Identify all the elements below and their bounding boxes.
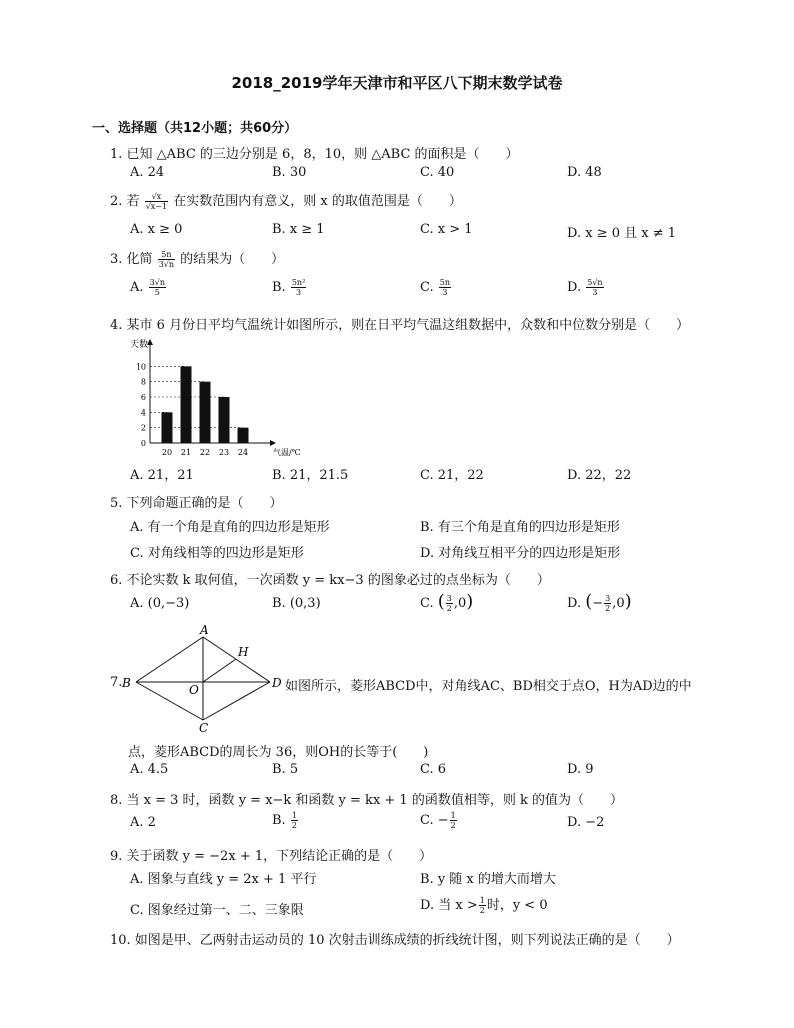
x-tick-label: 21 [180,448,192,457]
q9-option-b: B. y 随 x 的增大而增大 [420,872,556,887]
x-axis-arrow [270,440,276,446]
q7-option-c: C. 6 [420,762,447,777]
q6-option-a: A. (0,−3) [130,596,190,611]
q6-option-d: D. (− $\frac{3}{2}$ ,0) [567,591,632,613]
q8-option-a: A. 2 [130,815,156,830]
page-title: 2018_2019学年天津市和平区八下期末数学试卷 [231,74,563,92]
q5-option-d: D. 对角线互相平分的四边形是矩形 [420,546,621,561]
bar [219,397,230,443]
bar [181,366,192,443]
y-tick-label: 0 [140,439,146,448]
question-7-stem-cont: 点，菱形ABCD的周长为 36，则OH的长等于( ) [128,745,429,760]
q6-option-c: C. ( $\frac{3}{2}$ ,0) [420,591,474,613]
vertex-label-d: D [272,676,282,690]
q3-option-c: C. $\frac{5n}{3}$ [420,278,451,297]
q9-option-a: A. 图象与直线 y = 2x + 1 平行 [130,872,317,887]
vertex-label-b: B [122,676,131,690]
q7-option-a: A. 4.5 [130,762,169,777]
y-axis-label: 天数 [130,340,149,350]
q2-option-d: D. x ≥ 0 且 x ≠ 1 [567,226,677,241]
point-label-o: O [189,683,199,697]
x-tick-label: 22 [199,448,211,457]
x-tick-label: 20 [161,448,173,457]
question-7-stem: 如图所示，菱形ABCD中，对角线AC、BD相交于点O，H为AD边的中 [285,679,692,694]
q9-option-c: C. 图象经过第一、二、三象限 [130,903,304,918]
q5-option-c: C. 对角线相等的四边形是矩形 [130,546,304,561]
question-3: 3. 化简 $\frac{5n}{3√n}$ 的结果为（ ） [110,250,285,269]
q6-option-b: B. (0,3) [272,596,321,611]
question-6: 6. 不论实数 k 取何值，一次函数 y = kx−3 的图象必过的点坐标为（ ） [110,573,550,588]
q3-option-d: D. $\frac{5√n}{3}$ [567,278,603,297]
q5-option-b: B. 有三个角是直角的四边形是矩形 [420,520,620,535]
question-4: 4. 某市 6 月份日平均气温统计如图所示，则在日平均气温这组数据中，众数和中位数分别是（ ） [110,318,690,333]
q7-option-b: B. 5 [272,762,299,777]
q1-option-d: D. 48 [567,165,602,180]
x-tick-label: 23 [218,448,230,457]
q4-option-a: A. 21，21 [130,468,194,483]
q3-option-a: A. $\frac{3√n}{5}$ [130,278,166,297]
question-8: 8. 当 x = 3 时，函数 y = x−k 和函数 y = kx + 1 的函数值相等，则 k 的值为（ ） [110,793,623,808]
question-1: 1. 已知 △ABC 的三边分别是 6，8，10，则 △ABC 的面积是（ ） [110,147,519,162]
bar [238,428,249,443]
q4-option-d: D. 22，22 [567,468,632,483]
vertex-label-a: A [200,623,209,637]
temperature-bar-chart [128,335,301,460]
q4-option-c: C. 21，22 [420,468,484,483]
q8-option-d: D. −2 [567,815,605,830]
q2-option-a: A. x ≥ 0 [130,222,183,237]
q4-option-b: B. 21，21.5 [272,468,349,483]
q9-option-d: D. 当 x > $\frac{1}{2}$ 时，y < 0 [420,896,548,915]
y-tick-label: 2 [140,423,146,433]
y-tick-label: 6 [140,393,146,402]
rhombus-diagram [118,622,293,735]
question-9: 9. 关于函数 y = −2x + 1，下列结论正确的是（ ） [110,849,433,864]
x-axis-label: 气温/℃ [273,448,301,457]
point-label-h: H [238,645,249,659]
q2-fraction: $\frac{√x}{√x-1}$ [145,192,168,211]
question-5: 5. 下列命题正确的是（ ） [110,496,283,511]
vertex-label-c: C [199,721,209,735]
q3-fraction: $\frac{5n}{3√n}$ [158,250,175,269]
section-heading: 一、选择题（共12小题；共60分） [92,121,298,136]
q1-option-b: B. 30 [272,165,307,180]
question-7-number: 7. [110,675,123,690]
question-2: 2. 若 $\frac{√x}{√x-1}$ 在实数范围内有意义，则 x 的取值范围是（ ） [110,192,462,211]
edge-dc [203,682,270,720]
q1-option-c: C. 40 [420,165,455,180]
q1-option-a: A. 24 [130,165,165,180]
q8-option-c: C. − $\frac{1}{2}$ [420,811,456,830]
x-tick-label: 24 [237,448,249,457]
y-tick-label: 10 [135,362,146,372]
y-tick-label: 8 [140,377,146,387]
q2-option-c: C. x > 1 [420,222,473,237]
y-tick-label: 4 [140,408,146,418]
edge-ba [136,637,203,682]
q2-option-b: B. x ≥ 1 [272,222,325,237]
q5-option-a: A. 有一个角是直角的四边形是矩形 [130,520,330,535]
q7-option-d: D. 9 [567,762,594,777]
q8-option-b: B. $\frac{1}{2}$ [272,811,297,830]
q3-option-b: B. $\frac{\text{5n²}}{3}$ [272,278,306,297]
question-10: 10. 如图是甲、乙两射击运动员的 10 次射击训练成绩的折线统计图，则下列说法正确的是（ ） [110,933,680,948]
segment-oh [203,659,236,682]
bar [200,382,211,443]
